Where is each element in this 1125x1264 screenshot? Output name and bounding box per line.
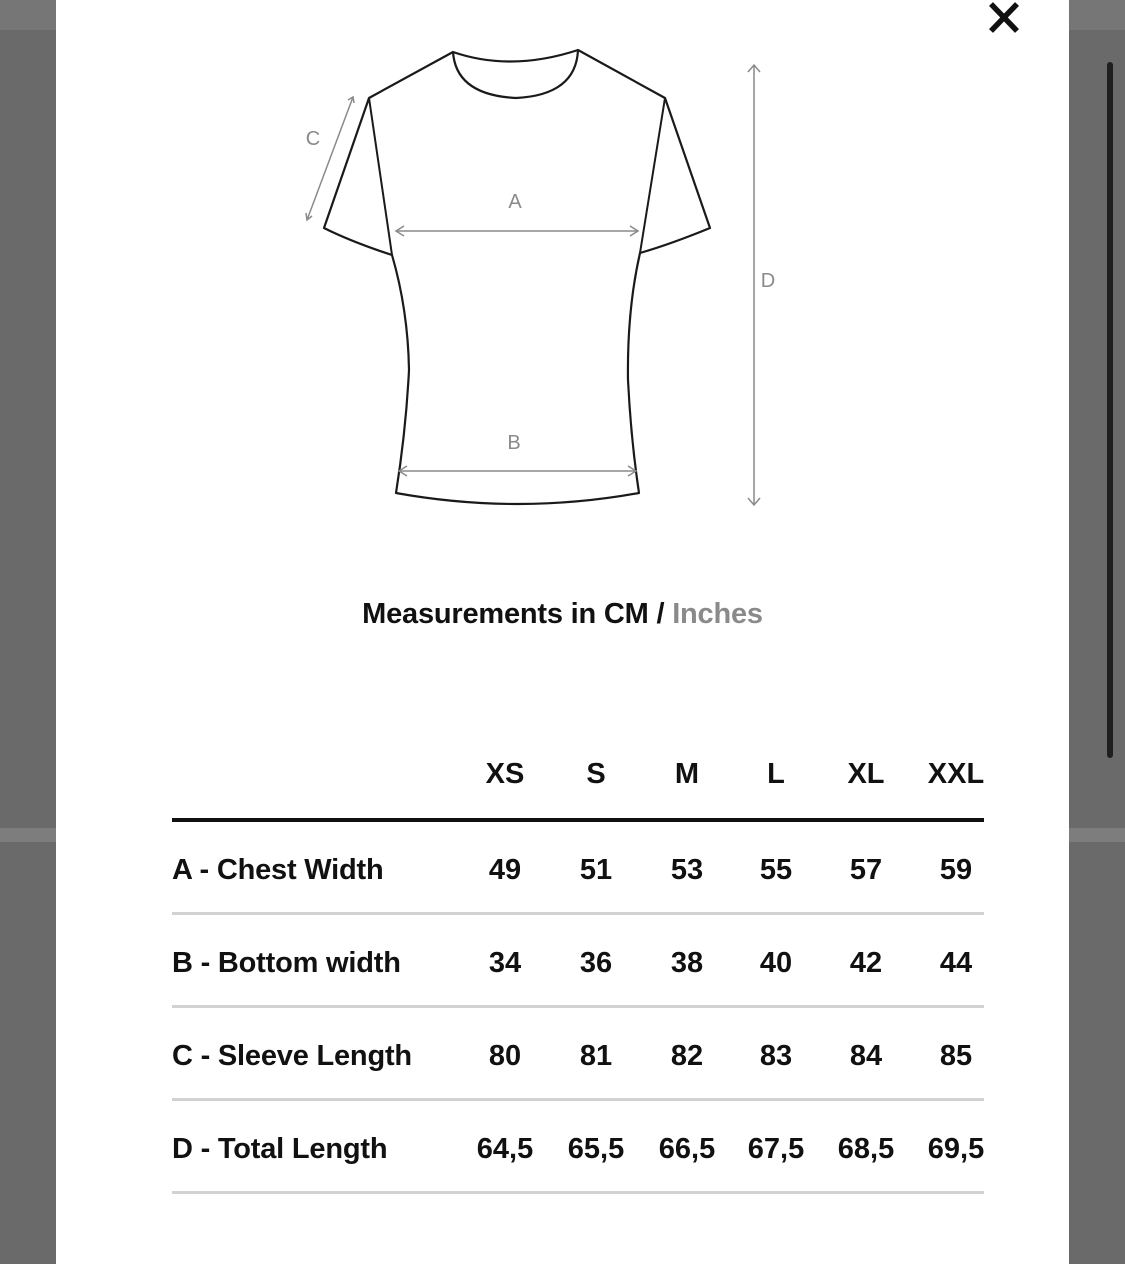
table-cell: 42 <box>849 947 883 979</box>
table-cell: 66,5 <box>658 1133 716 1165</box>
measure-a-line <box>396 226 638 236</box>
table-row <box>172 915 984 1008</box>
sleeve-seam-right <box>640 98 665 253</box>
backdrop[interactable] <box>0 0 56 30</box>
label-c: C <box>305 128 321 150</box>
size-header: XXL <box>927 758 985 790</box>
table-cell: 44 <box>939 947 973 979</box>
table-cell: 81 <box>579 1040 613 1072</box>
unit-inches-toggle[interactable]: Inches <box>672 598 763 630</box>
table-cell: 57 <box>849 854 883 886</box>
table-cell: 36 <box>579 947 613 979</box>
table-row <box>172 822 984 915</box>
table-cell: 82 <box>670 1040 704 1072</box>
table-cell: 65,5 <box>567 1133 625 1165</box>
size-table <box>172 750 984 1194</box>
close-button[interactable] <box>984 0 1024 36</box>
unit-cm: Measurements in CM <box>362 598 649 630</box>
size-guide-modal <box>56 0 1069 1264</box>
table-cell: 69,5 <box>927 1133 985 1165</box>
label-d: D <box>760 270 776 292</box>
table-cell: 83 <box>759 1040 793 1072</box>
table-cell: 85 <box>939 1040 973 1072</box>
close-icon <box>984 0 1024 36</box>
backdrop-band <box>0 828 56 842</box>
size-header: M <box>674 758 700 790</box>
size-header: XS <box>485 758 525 790</box>
table-cell: 40 <box>759 947 793 979</box>
table-cell: 51 <box>579 854 613 886</box>
table-cell: 68,5 <box>837 1133 895 1165</box>
size-header: S <box>586 758 606 790</box>
table-header-row <box>172 750 984 822</box>
table-cell: 67,5 <box>747 1133 805 1165</box>
row-label: A - Chest Width <box>172 854 384 886</box>
table-cell: 38 <box>670 947 704 979</box>
label-a: A <box>508 191 522 213</box>
table-cell: 34 <box>488 947 522 979</box>
backdrop[interactable] <box>1069 0 1125 30</box>
table-row <box>172 1101 984 1194</box>
table-cell: 49 <box>488 854 522 886</box>
measure-b-line <box>399 466 636 476</box>
table-cell: 55 <box>759 854 793 886</box>
row-label: D - Total Length <box>172 1133 388 1165</box>
scrollbar[interactable] <box>1107 62 1113 758</box>
table-cell: 64,5 <box>476 1133 534 1165</box>
unit-separator: / <box>656 598 665 630</box>
size-header: L <box>767 758 785 790</box>
tshirt-diagram <box>296 40 776 520</box>
sleeve-seam-left <box>369 98 392 255</box>
units-heading <box>56 598 1069 631</box>
row-label: B - Bottom width <box>172 947 401 979</box>
measure-c-line <box>306 97 354 220</box>
table-row <box>172 1008 984 1101</box>
backdrop-band <box>1069 828 1125 842</box>
size-header: XL <box>847 758 885 790</box>
table-cell: 80 <box>488 1040 522 1072</box>
table-cell: 84 <box>849 1040 883 1072</box>
label-b: B <box>507 432 521 454</box>
table-cell: 53 <box>670 854 704 886</box>
row-label: C - Sleeve Length <box>172 1040 412 1072</box>
table-cell: 59 <box>939 854 973 886</box>
measure-d-line <box>748 65 760 505</box>
